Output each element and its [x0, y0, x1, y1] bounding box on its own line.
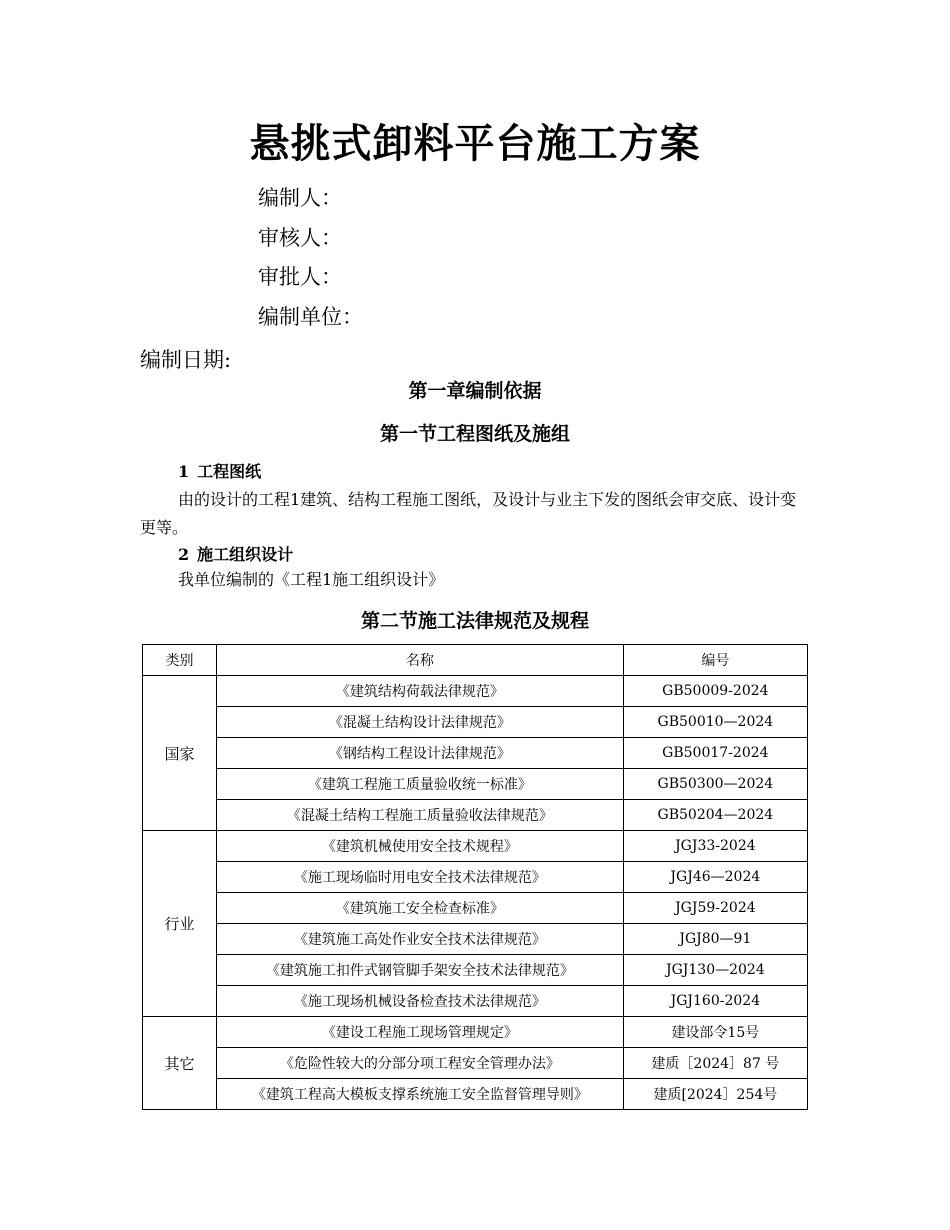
paragraph-organization: 我单位编制的《工程1施工组织设计》	[178, 570, 445, 589]
regulation-code: JGJ80—91	[623, 924, 807, 955]
item-number: 1	[178, 462, 190, 481]
paragraph-drawings: 由的设计的工程1建筑、结构工程施工图纸，及设计与业主下发的图纸会审交底、设计变更等。	[140, 490, 797, 537]
table-row	[143, 676, 808, 707]
table-row	[143, 707, 808, 738]
table-row	[143, 955, 808, 986]
compiler-label: 编制人：	[258, 186, 342, 210]
date-label: 编制日期:	[140, 348, 232, 372]
chapter-title: 第一章编制依据	[408, 380, 542, 402]
table-row	[143, 1048, 808, 1079]
regulation-code: GB50017-2024	[623, 738, 807, 769]
table-row	[143, 738, 808, 769]
regulation-name: 《建筑施工扣件式钢管脚手架安全技术法律规范》	[217, 955, 624, 986]
regulation-code: 建设部令15号	[623, 1017, 807, 1048]
section-title-1: 第一节工程图纸及施组	[379, 423, 570, 445]
regulation-code: JGJ33-2024	[623, 831, 807, 862]
header-name: 名称	[217, 645, 624, 676]
table-row	[143, 831, 808, 862]
section-title-2: 第二节施工法律规范及规程	[360, 610, 589, 632]
regulation-name: 《混凝土结构设计法律规范》	[217, 707, 624, 738]
table-row	[143, 769, 808, 800]
item-heading-text: 施工组织设计	[197, 545, 294, 564]
unit-label: 编制单位：	[258, 305, 363, 329]
regulation-code: GB50009-2024	[623, 676, 807, 707]
regulation-name: 《建筑施工安全检查标准》	[217, 893, 624, 924]
regulation-name: 《建筑施工高处作业安全技术法律规范》	[217, 924, 624, 955]
approver-label: 审批人：	[258, 265, 342, 289]
regulation-name: 《建设工程施工现场管理规定》	[217, 1017, 624, 1048]
header-code: 编号	[623, 645, 807, 676]
regulation-code: GB50300—2024	[623, 769, 807, 800]
regulation-name: 《建筑工程施工质量验收统一标准》	[217, 769, 624, 800]
regulation-code: 建质[2024］254号	[623, 1079, 807, 1110]
regulation-name: 《建筑机械使用安全技术规程》	[217, 831, 624, 862]
document-title: 悬挑式卸料平台施工方案	[249, 121, 701, 167]
category-cell: 行业	[143, 831, 217, 1017]
reviewer-label: 审核人：	[258, 226, 342, 250]
item-number: 2	[178, 545, 190, 564]
regulation-name: 《施工现场临时用电安全技术法律规范》	[217, 862, 624, 893]
item-heading-organization	[178, 542, 293, 565]
regulation-name: 《建筑结构荷载法律规范》	[217, 676, 624, 707]
regulation-code: JGJ59-2024	[623, 893, 807, 924]
regulation-code: GB50204—2024	[623, 800, 807, 831]
category-cell: 国家	[143, 676, 217, 831]
regulation-name: 《钢结构工程设计法律规范》	[217, 738, 624, 769]
item-heading-text: 工程图纸	[197, 462, 262, 481]
regulation-code: JGJ46—2024	[623, 862, 807, 893]
table-row	[143, 924, 808, 955]
regulation-name: 《混凝土结构工程施工质量验收法律规范》	[217, 800, 624, 831]
table-row	[143, 862, 808, 893]
category-cell: 其它	[143, 1017, 217, 1110]
regulation-code: 建质［2024］87 号	[623, 1048, 807, 1079]
regulation-name: 《建筑工程高大模板支撑系统施工安全监督管理导则》	[217, 1079, 624, 1110]
regulation-code: JGJ130—2024	[623, 955, 807, 986]
regulation-code: JGJ160-2024	[623, 986, 807, 1017]
regulation-name: 《危险性较大的分部分项工程安全管理办法》	[217, 1048, 624, 1079]
regulations-table	[142, 644, 808, 1110]
regulation-name: 《施工现场机械设备检查技术法律规范》	[217, 986, 624, 1017]
header-category: 类别	[143, 645, 217, 676]
table-row	[143, 893, 808, 924]
table-header-row	[143, 645, 808, 676]
table-row	[143, 986, 808, 1017]
table-row	[143, 1079, 808, 1110]
table-row	[143, 800, 808, 831]
table-row	[143, 1017, 808, 1048]
regulation-code: GB50010—2024	[623, 707, 807, 738]
item-heading-drawings	[178, 459, 261, 482]
